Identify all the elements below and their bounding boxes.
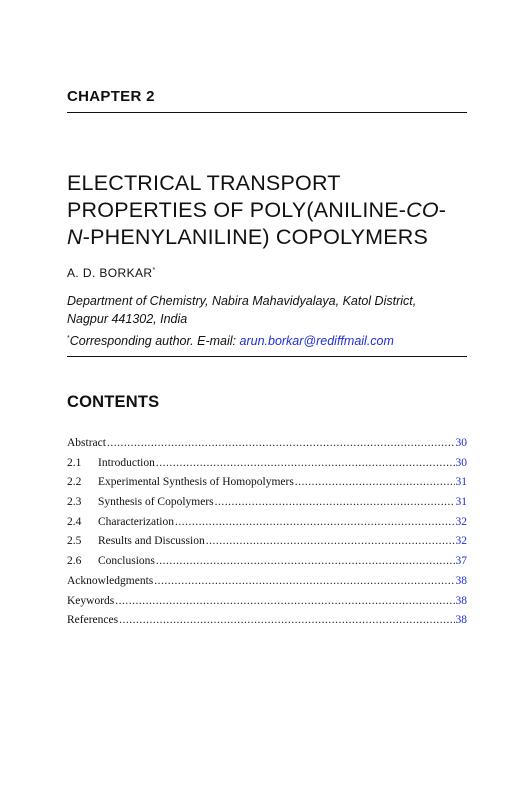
top-divider bbox=[67, 112, 467, 113]
title-line-2-italic: CO bbox=[406, 198, 439, 222]
title-line-3-text: -PHENYLANILINE) COPOLYMERS bbox=[82, 225, 429, 249]
title-line-1: ELECTRICAL TRANSPORT bbox=[67, 171, 341, 195]
toc-row[interactable] bbox=[67, 457, 467, 477]
toc-page-link[interactable]: 32 bbox=[455, 515, 467, 528]
contents-heading: CONTENTS bbox=[67, 393, 160, 411]
toc-row[interactable] bbox=[67, 437, 467, 457]
toc-page-link[interactable]: 31 bbox=[455, 476, 467, 489]
toc-row[interactable] bbox=[67, 595, 467, 615]
author-name: A. D. BORKAR bbox=[67, 266, 153, 280]
toc-row[interactable] bbox=[67, 555, 467, 575]
toc-number: 2.4 bbox=[67, 515, 82, 528]
middle-divider bbox=[67, 356, 467, 357]
toc-leader-dots bbox=[119, 614, 454, 626]
toc-leader-dots bbox=[295, 476, 455, 488]
toc-title: Abstract bbox=[67, 437, 106, 449]
toc-number: 2.6 bbox=[67, 555, 82, 568]
corr-mark: * bbox=[67, 335, 70, 342]
toc-title: Experimental Synthesis of Homopolymers bbox=[98, 476, 294, 489]
toc-page-link[interactable]: 38 bbox=[455, 614, 467, 627]
toc-leader-dots bbox=[115, 595, 454, 607]
toc-leader-dots bbox=[107, 437, 455, 449]
email-link[interactable]: arun.borkar@rediffmail.com bbox=[239, 334, 394, 348]
toc-page-link[interactable]: 38 bbox=[455, 574, 467, 587]
toc-page-link[interactable]: 31 bbox=[455, 496, 467, 509]
title-line-2-text: PROPERTIES OF POLY(ANILINE- bbox=[67, 198, 407, 222]
toc-title: Keywords bbox=[67, 594, 115, 607]
toc-leader-dots bbox=[156, 457, 455, 469]
toc-leader-dots bbox=[206, 535, 455, 547]
toc-page-link[interactable]: 38 bbox=[455, 594, 467, 607]
toc-row[interactable] bbox=[67, 516, 467, 536]
table-of-contents bbox=[67, 437, 467, 634]
toc-title: Acknowledgments bbox=[67, 574, 154, 587]
title-line-3-italic: N bbox=[67, 225, 83, 249]
chapter-label: CHAPTER 2 bbox=[67, 88, 155, 105]
toc-row[interactable] bbox=[67, 535, 467, 555]
toc-title: Introduction bbox=[98, 456, 155, 469]
toc-leader-dots bbox=[215, 496, 455, 508]
author-mark: * bbox=[152, 267, 156, 274]
toc-leader-dots bbox=[175, 516, 455, 528]
title-line-2 bbox=[67, 197, 467, 224]
toc-row[interactable] bbox=[67, 614, 467, 634]
toc-number: 2.5 bbox=[67, 535, 82, 548]
toc-leader-dots bbox=[156, 555, 455, 567]
toc-number: 2.1 bbox=[67, 456, 82, 469]
author bbox=[67, 266, 156, 280]
toc-row[interactable] bbox=[67, 476, 467, 496]
toc-title: Characterization bbox=[98, 515, 174, 528]
corresponding-author bbox=[67, 334, 394, 348]
toc-row[interactable] bbox=[67, 575, 467, 595]
toc-title: References bbox=[67, 614, 119, 627]
affiliation-line-1: Department of Chemistry, Nabira Mahavidyalaya, Katol District, bbox=[67, 294, 417, 308]
toc-number: 2.3 bbox=[67, 496, 82, 509]
toc-title: Results and Discussion bbox=[98, 535, 205, 548]
toc-row[interactable] bbox=[67, 496, 467, 516]
corr-text: Corresponding author. E-mail: bbox=[69, 334, 240, 348]
title-line-2-hyphen: - bbox=[438, 198, 447, 222]
toc-number: 2.2 bbox=[67, 476, 82, 489]
affiliation-line-2: Nagpur 441302, India bbox=[67, 312, 188, 326]
toc-page-link[interactable]: 37 bbox=[455, 555, 467, 568]
toc-title: Synthesis of Copolymers bbox=[98, 496, 214, 509]
title-line-3 bbox=[67, 224, 467, 251]
affiliation bbox=[67, 292, 467, 328]
toc-page-link[interactable]: 32 bbox=[455, 535, 467, 548]
toc-page-link[interactable]: 30 bbox=[455, 437, 467, 449]
toc-page-link[interactable]: 30 bbox=[455, 456, 467, 469]
chapter-title bbox=[67, 170, 467, 251]
toc-leader-dots bbox=[154, 575, 454, 587]
toc-title: Conclusions bbox=[98, 555, 155, 568]
